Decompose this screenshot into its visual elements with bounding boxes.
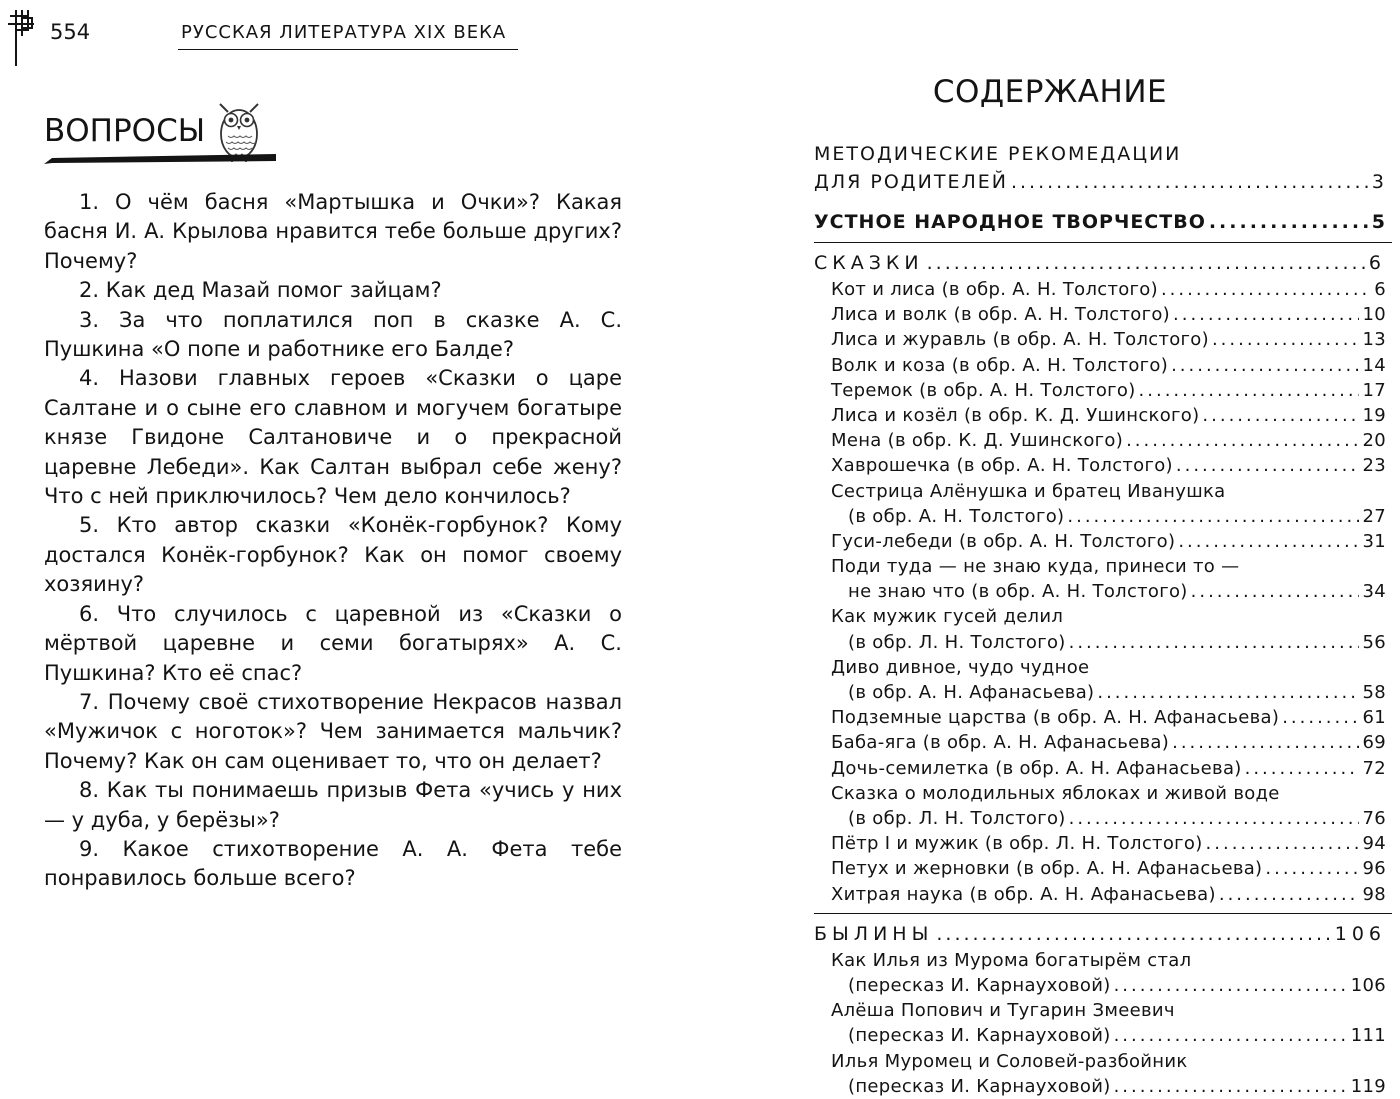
toc-leader-dots [1191,579,1360,604]
toc-entry [814,705,1386,730]
toc-page-number: 94 [1362,833,1386,855]
toc-item-text: (пересказ И. Карнауховой) [848,1075,1111,1097]
toc-item[interactable] [814,453,1386,478]
toc-entry [814,504,1386,529]
header-rule [178,49,518,50]
toc-page-number: 20 [1362,430,1386,452]
toc-leader-dots [1212,327,1360,352]
toc-item[interactable] [814,554,1386,604]
question-item: 9. Какое стихотворение А. А. Фета тебе понравилось больше всего? [44,836,622,891]
toc-item[interactable] [814,781,1386,831]
toc-item-text: Баба-яга (в обр. А. Н. Афанасьева) [831,732,1170,754]
toc-entry [814,529,1386,554]
toc-item-text: Кот и лиса (в обр. А. Н. Толстого) [831,279,1158,300]
toc-item[interactable] [814,882,1386,907]
toc-leader-dots [1173,302,1359,327]
toc-entry [814,730,1386,755]
title-underline [44,154,276,166]
toc-entry [814,856,1386,881]
toc-item[interactable] [814,403,1386,428]
toc-item-text: Хитрая наука (в обр. А. Н. Афанасьева) [831,883,1216,905]
toc-list [814,140,1386,1099]
toc-leader-dots [1139,378,1360,403]
toc-page-number: 23 [1362,455,1386,477]
toc-item[interactable] [814,353,1386,378]
toc-item-text: Сказка о молодильных яблоках и живой воде [831,782,1280,804]
toc-leader-dots [1161,277,1371,302]
toc-item-line [814,998,1386,1023]
toc-entry [814,882,1386,907]
running-header: РУССКАЯ ЛИТЕРАТУРА XIX ВЕКА [181,22,507,43]
toc-section-oral[interactable] [814,208,1386,236]
questions-list [44,188,622,894]
toc-leader-dots [1011,168,1369,196]
toc-page-number: 31 [1362,530,1386,552]
toc-item[interactable] [814,948,1386,998]
toc-entry [814,579,1386,604]
toc-section-methodical[interactable] [814,140,1386,193]
toc-page-number: 111 [1350,1025,1386,1047]
toc-page-number: 5 [1371,211,1386,233]
toc-leader-dots [1219,882,1360,907]
toc-entry [814,806,1386,831]
toc-entry [814,831,1386,856]
toc-item-text: Илья Муромец и Соловей-разбойник [831,1050,1188,1072]
toc-item[interactable] [814,378,1386,403]
toc-page-number: 14 [1362,354,1386,376]
toc-leader-dots [1171,353,1359,378]
toc-leader-dots [1265,856,1359,881]
toc-item[interactable] [814,856,1386,881]
toc-leader-dots [927,249,1366,277]
toc-item-line [814,655,1386,680]
question-item: 7. Почему своё стихотворение Некрасов назвал «Мужичок с ноготок»? Чем занимается мальчик? Почему? Как он сам оценивает то, что он делает? [44,689,622,773]
toc-item-text: (в обр. А. Н. Афанасьева) [848,682,1095,704]
toc-item-line [814,554,1386,579]
toc-section-tales[interactable] [814,249,1386,277]
toc-leader-dots [1176,453,1360,478]
toc-entry-text: УСТНОЕ НАРОДНОЕ ТВОРЧЕСТВО [814,211,1206,233]
toc-entry [814,756,1386,781]
toc-entry-text: СКАЗКИ [814,252,924,274]
toc-leader-dots [936,920,1331,948]
question-item: 4. Назови главных героев «Сказки о царе Салтане и о сыне его славном и могучем богатыре князе Гвидоне Салтановиче и о прекрасной царевне Лебеди». Как Салтан выбрал себе жену? Что с ней приключилось? Чем дело кончилось? [44,366,622,509]
toc-item[interactable] [814,705,1386,730]
question-item: 6. Что случилось с царевной из «Сказки о мёртвой царевне и семи богатырях» А. С. Пушкина? Кто её спас? [44,601,622,685]
toc-page-number: 98 [1362,883,1386,905]
toc-page-number: 106 [1334,922,1386,945]
toc-leader-dots [1114,1023,1348,1048]
left-page [0,0,680,1084]
toc-item[interactable] [814,277,1386,302]
toc-leader-dots [1069,806,1360,831]
toc-entry [814,680,1386,705]
toc-item-text: Как мужик гусей делил [831,606,1064,628]
toc-leader-dots [1202,403,1359,428]
toc-leader-dots [1097,680,1359,705]
toc-page-number: 96 [1362,858,1386,880]
toc-item-line [814,948,1386,973]
toc-item[interactable] [814,479,1386,529]
corner-ornament-icon [8,10,42,66]
toc-item-text: Как Илья из Мурома богатырём стал [831,949,1192,971]
toc-entry [814,302,1386,327]
toc-item-text: Хаврошечка (в обр. А. Н. Толстого) [831,455,1173,477]
toc-page-number: 56 [1362,631,1386,653]
toc-entry [814,277,1386,302]
toc-item-text: (в обр. Л. Н. Толстого) [848,631,1066,653]
toc-item-text: Дочь-семилетка (в обр. А. Н. Афанасьева) [831,757,1242,779]
section-title: ВОПРОСЫ [44,113,206,149]
toc-title: СОДЕРЖАНИЕ [932,74,1168,110]
toc-item-text: не знаю что (в обр. А. Н. Толстого) [848,581,1188,603]
toc-entry [814,403,1386,428]
toc-item-text: Подземные царства (в обр. А. Н. Афанасьева) [831,707,1280,729]
toc-item-text: Волк и коза (в обр. А. Н. Толстого) [831,354,1169,376]
toc-item-text: Мена (в обр. К. Д. Ушинского) [831,430,1124,452]
toc-page-number: 6 [1374,279,1386,300]
toc-entry-text: ДЛЯ РОДИТЕЛЕЙ [814,171,1008,193]
toc-entry [814,249,1386,277]
question-item: 2. Как дед Мазай помог зайцам? [79,278,442,303]
toc-entry [814,168,1386,196]
toc-item-text: Лиса и журавль (в обр. А. Н. Толстого) [831,329,1209,351]
toc-item[interactable] [814,604,1386,654]
toc-page-number: 19 [1362,404,1386,426]
toc-item-text: Гуси-лебеди (в обр. А. Н. Толстого) [831,530,1176,552]
toc-page-number: 13 [1362,329,1386,351]
toc-item[interactable] [814,655,1386,705]
toc-leader-dots [1114,1074,1348,1099]
toc-entry [814,973,1386,998]
toc-entry [814,453,1386,478]
page-number: 554 [50,20,91,44]
toc-page-number: 6 [1368,252,1386,274]
toc-section-byliny[interactable] [814,920,1386,948]
toc-entry-text: БЫЛИНЫ [814,922,934,945]
toc-section-line: МЕТОДИЧЕСКИЕ РЕКОМЕДАЦИИ [814,143,1182,165]
toc-item[interactable] [814,428,1386,453]
toc-item[interactable] [814,998,1386,1048]
toc-item-text: Алёша Попович и Тугарин Змеевич [831,1000,1175,1022]
toc-byliny-items [814,948,1386,1099]
toc-item-text: (пересказ И. Карнауховой) [848,974,1111,996]
toc-item-text: Петух и жерновки (в обр. А. Н. Афанасьева) [831,858,1263,880]
toc-item-text: Сестрица Алёнушка и братец Иванушка [831,480,1226,502]
toc-item-text: Диво дивное, чудо чудное [831,656,1090,678]
toc-item[interactable] [814,302,1386,327]
toc-tales-items [814,277,1386,907]
toc-page-number: 10 [1362,304,1386,326]
toc-leader-dots [1114,973,1348,998]
toc-item-text: Теремок (в обр. А. Н. Толстого) [831,379,1136,401]
toc-entry [814,630,1386,655]
question-item: 5. Кто автор сказки «Конёк-горбунок? Кому достался Конёк-горбунок? Как он помог своему хозяину? [44,513,622,597]
toc-item-line [814,604,1386,629]
toc-entry [814,327,1386,352]
toc-leader-dots [1206,831,1360,856]
toc-item-text: Поди туда — не знаю куда, принеси то — [831,556,1240,578]
toc-leader-dots [1245,756,1360,781]
toc-page-number: 27 [1362,505,1386,527]
toc-entry [814,353,1386,378]
toc-entry [814,1074,1386,1099]
toc-item-line [814,781,1386,806]
toc-entry [814,208,1386,236]
toc-leader-dots [1172,730,1359,755]
toc-page-number: 106 [1350,974,1386,996]
toc-page-number: 119 [1350,1075,1386,1097]
toc-item[interactable] [814,1049,1386,1099]
toc-item-text: (пересказ И. Карнауховой) [848,1025,1111,1047]
toc-page-number: 34 [1362,581,1386,603]
toc-item-text: Лиса и козёл (в обр. К. Д. Ушинского) [831,404,1200,426]
question-item: 1. О чём басня «Мартышка и Очки»? Какая басня И. А. Крылова нравится тебе больше других? Почему? [44,190,622,273]
toc-entry [814,920,1386,948]
toc-entry [814,1023,1386,1048]
toc-item[interactable] [814,756,1386,781]
owl-icon [214,96,264,162]
right-page [700,0,1400,1097]
toc-item-text: Пётр I и мужик (в обр. Л. Н. Толстого) [831,833,1203,855]
toc-item[interactable] [814,730,1386,755]
toc-leader-dots [1282,705,1359,730]
toc-page-number: 69 [1362,732,1386,754]
toc-page-number: 61 [1362,707,1386,729]
toc-leader-dots [1069,630,1360,655]
toc-entry [814,378,1386,403]
toc-leader-dots [1126,428,1359,453]
toc-item-text: Лиса и волк (в обр. А. Н. Толстого) [831,304,1170,326]
question-item: 8. Как ты понимаешь призыв Фета «учись у них — у дуба, у берёзы»? [44,778,622,832]
toc-page-number: 3 [1371,171,1386,193]
toc-page-number: 17 [1362,379,1386,401]
toc-item-line [814,479,1386,504]
toc-leader-dots [1209,208,1369,236]
toc-page-number: 72 [1362,757,1386,779]
toc-item[interactable] [814,529,1386,554]
toc-page-number: 58 [1362,682,1386,704]
toc-item-line [814,1049,1386,1074]
toc-item-text: (в обр. А. Н. Толстого) [848,505,1065,527]
toc-page-number: 76 [1362,808,1386,830]
toc-item[interactable] [814,831,1386,856]
question-item: 3. За что поплатился поп в сказке А. С. Пушкина «О попе и работнике его Балде? [44,307,622,362]
toc-entry [814,428,1386,453]
toc-leader-dots [1067,504,1359,529]
toc-leader-dots [1178,529,1359,554]
toc-item-text: (в обр. Л. Н. Толстого) [848,808,1066,830]
toc-item[interactable] [814,327,1386,352]
